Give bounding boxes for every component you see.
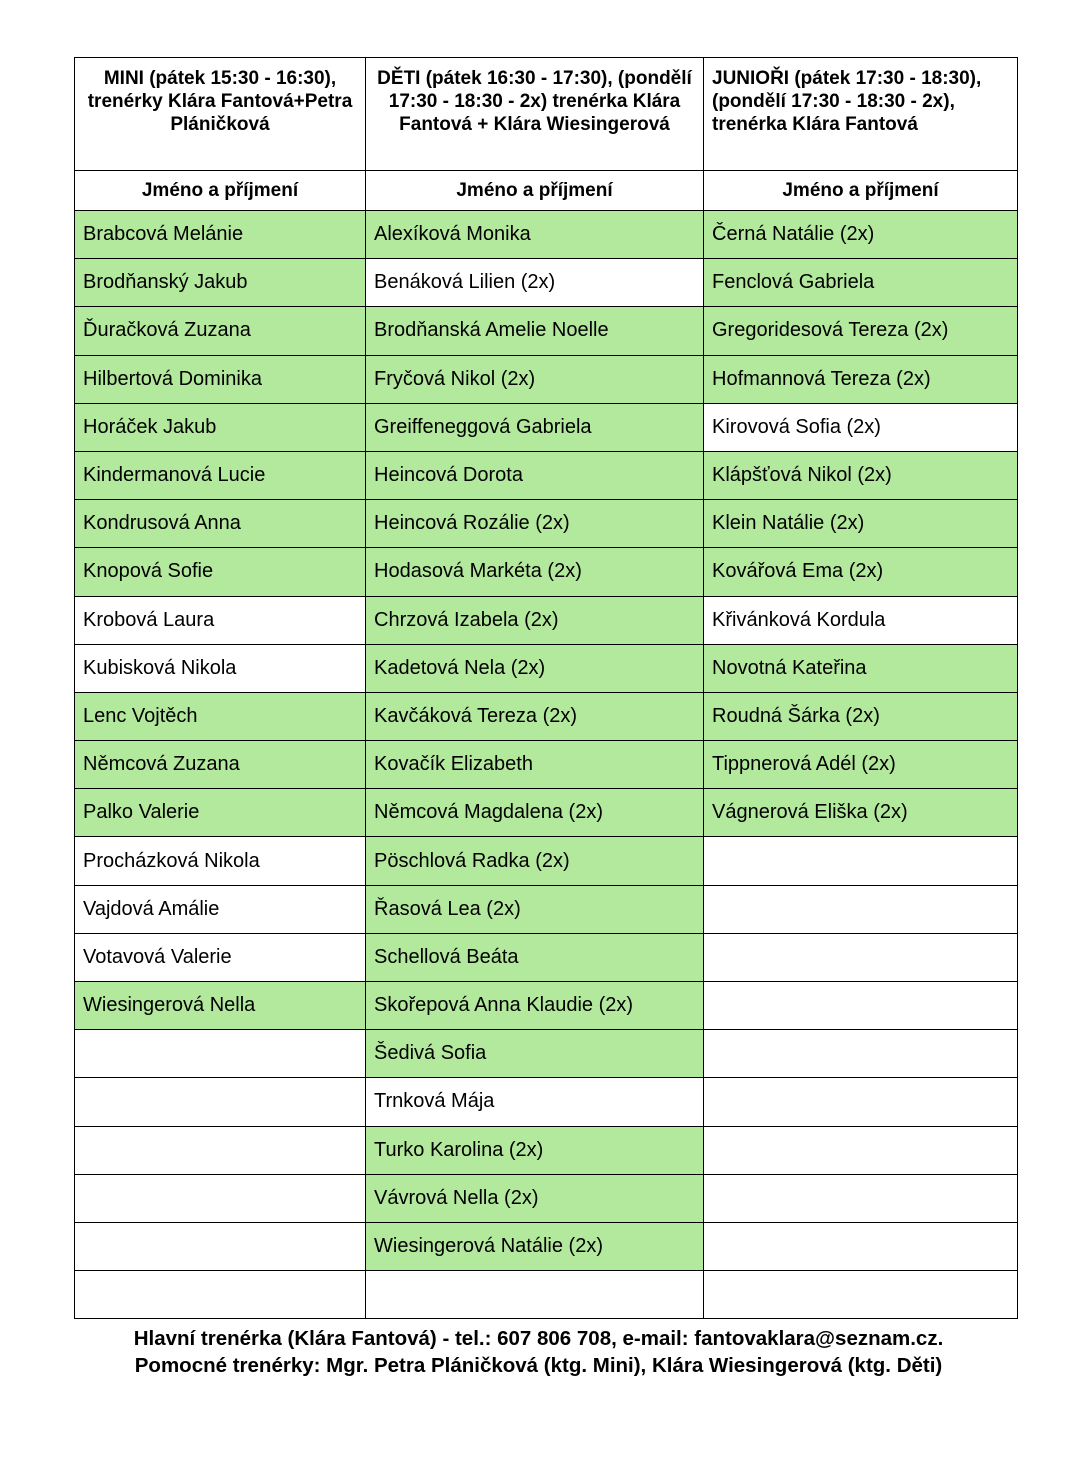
member-name-mini: Brodňanský Jakub [75, 259, 366, 307]
member-name-deti: Kadetová Nela (2x) [366, 644, 704, 692]
empty-cell [704, 1126, 1018, 1174]
table-row [75, 307, 1018, 355]
table-row [75, 403, 1018, 451]
member-name-juniori: Fenclová Gabriela [704, 259, 1018, 307]
member-name-mini: Knopová Sofie [75, 548, 366, 596]
member-name-deti: Schellová Beáta [366, 933, 704, 981]
empty-cell [75, 1271, 366, 1319]
table-row [75, 211, 1018, 259]
member-name-mini: Hilbertová Dominika [75, 355, 366, 403]
member-name-mini: Horáček Jakub [75, 403, 366, 451]
table-row [75, 1030, 1018, 1078]
table-row [75, 741, 1018, 789]
table-row [75, 692, 1018, 740]
member-name-deti: Řasová Lea (2x) [366, 885, 704, 933]
empty-cell [75, 1030, 366, 1078]
member-name-deti: Trnková Mája [366, 1078, 704, 1126]
table-row [75, 885, 1018, 933]
table-row [75, 1271, 1018, 1319]
member-name-deti: Fryčová Nikol (2x) [366, 355, 704, 403]
table-row [75, 837, 1018, 885]
member-name-deti: Heincová Rozálie (2x) [366, 500, 704, 548]
member-name-deti: Chrzová Izabela (2x) [366, 596, 704, 644]
member-name-mini: Wiesingerová Nella [75, 982, 366, 1030]
member-name-deti: Vávrová Nella (2x) [366, 1174, 704, 1222]
table-row [75, 982, 1018, 1030]
column-label: Jméno a příjmení [366, 171, 704, 211]
member-name-deti: Alexíková Monika [366, 211, 704, 259]
member-name-deti: Turko Karolina (2x) [366, 1126, 704, 1174]
member-name-mini: Krobová Laura [75, 596, 366, 644]
member-name-mini: Vajdová Amálie [75, 885, 366, 933]
group-title-deti: DĚTI (pátek 16:30 - 17:30), (pondělí 17:30 - 18:30 - 2x) trenérka Klára Fantová + Klára Wiesingerová [366, 58, 704, 171]
member-name-mini: Procházková Nikola [75, 837, 366, 885]
member-name-mini: Němcová Zuzana [75, 741, 366, 789]
member-name-deti: Hodasová Markéta (2x) [366, 548, 704, 596]
member-name-juniori: Hofmannová Tereza (2x) [704, 355, 1018, 403]
member-name-deti: Skořepová Anna Klaudie (2x) [366, 982, 704, 1030]
column-label: Jméno a příjmení [704, 171, 1018, 211]
member-name-juniori: Roudná Šárka (2x) [704, 692, 1018, 740]
roster-body [75, 211, 1018, 1319]
empty-cell [704, 933, 1018, 981]
member-name-juniori: Novotná Kateřina [704, 644, 1018, 692]
member-name-mini: Palko Valerie [75, 789, 366, 837]
member-name-juniori: Vágnerová Eliška (2x) [704, 789, 1018, 837]
empty-cell [704, 1271, 1018, 1319]
column-label-row [75, 171, 1018, 211]
head-coach-contact: Hlavní trenérka (Klára Fantová) - tel.: 607 806 708, e-mail: fantovaklara@seznam.cz. [133, 1327, 944, 1350]
member-name-deti: Němcová Magdalena (2x) [366, 789, 704, 837]
member-name-deti: Benáková Lilien (2x) [366, 259, 704, 307]
table-row [75, 1174, 1018, 1222]
member-name-juniori: Černá Natálie (2x) [704, 211, 1018, 259]
table-row [75, 355, 1018, 403]
member-name-deti: Šedivá Sofia [366, 1030, 704, 1078]
empty-cell [704, 1174, 1018, 1222]
empty-cell [704, 1030, 1018, 1078]
member-name-juniori: Klápšťová Nikol (2x) [704, 451, 1018, 499]
empty-cell [75, 1078, 366, 1126]
member-name-deti: Heincová Dorota [366, 451, 704, 499]
empty-cell [75, 1174, 366, 1222]
member-name-mini: Lenc Vojtěch [75, 692, 366, 740]
empty-cell [75, 1126, 366, 1174]
group-title-mini: MINI (pátek 15:30 - 16:30), trenérky Klára Fantová+Petra Pláničková [75, 58, 366, 171]
table-row [75, 259, 1018, 307]
empty-cell [704, 837, 1018, 885]
member-name-mini: Brabcová Melánie [75, 211, 366, 259]
table-row [75, 933, 1018, 981]
table-row [75, 789, 1018, 837]
assistant-coaches: Pomocné trenérky: Mgr. Petra Pláničková (ktg. Mini), Klára Wiesingerová (ktg. Děti) [134, 1354, 943, 1377]
column-label: Jméno a příjmení [75, 171, 366, 211]
member-name-deti: Wiesingerová Natálie (2x) [366, 1222, 704, 1270]
member-name-mini: Votavová Valerie [75, 933, 366, 981]
empty-cell [704, 1222, 1018, 1270]
member-name-juniori: Tippnerová Adél (2x) [704, 741, 1018, 789]
member-name-deti: Greiffeneggová Gabriela [366, 403, 704, 451]
table-row [75, 548, 1018, 596]
member-name-mini: Kondrusová Anna [75, 500, 366, 548]
contact-footer [0, 1325, 1077, 1379]
table-row [75, 451, 1018, 499]
member-name-deti: Kovačík Elizabeth [366, 741, 704, 789]
table-row [75, 500, 1018, 548]
member-name-mini: Kubisková Nikola [75, 644, 366, 692]
member-name-juniori: Klein Natálie (2x) [704, 500, 1018, 548]
group-title-juniori: JUNIOŘI (pátek 17:30 - 18:30), (pondělí 17:30 - 18:30 - 2x), trenérka Klára Fantová [704, 58, 1018, 171]
empty-cell [366, 1271, 704, 1319]
empty-cell [704, 885, 1018, 933]
empty-cell [704, 1078, 1018, 1126]
group-header-row [75, 58, 1018, 171]
empty-cell [704, 982, 1018, 1030]
empty-cell [75, 1222, 366, 1270]
roster-table [74, 57, 1018, 1319]
table-row [75, 644, 1018, 692]
member-name-juniori: Kovářová Ema (2x) [704, 548, 1018, 596]
member-name-mini: Kindermanová Lucie [75, 451, 366, 499]
table-row [75, 1126, 1018, 1174]
member-name-deti: Pöschlová Radka (2x) [366, 837, 704, 885]
table-row [75, 1222, 1018, 1270]
member-name-deti: Kavčáková Tereza (2x) [366, 692, 704, 740]
member-name-deti: Brodňanská Amelie Noelle [366, 307, 704, 355]
member-name-juniori: Kirovová Sofia (2x) [704, 403, 1018, 451]
table-row [75, 1078, 1018, 1126]
member-name-mini: Ďuračková Zuzana [75, 307, 366, 355]
table-row [75, 596, 1018, 644]
member-name-juniori: Gregoridesová Tereza (2x) [704, 307, 1018, 355]
member-name-juniori: Křivánková Kordula [704, 596, 1018, 644]
